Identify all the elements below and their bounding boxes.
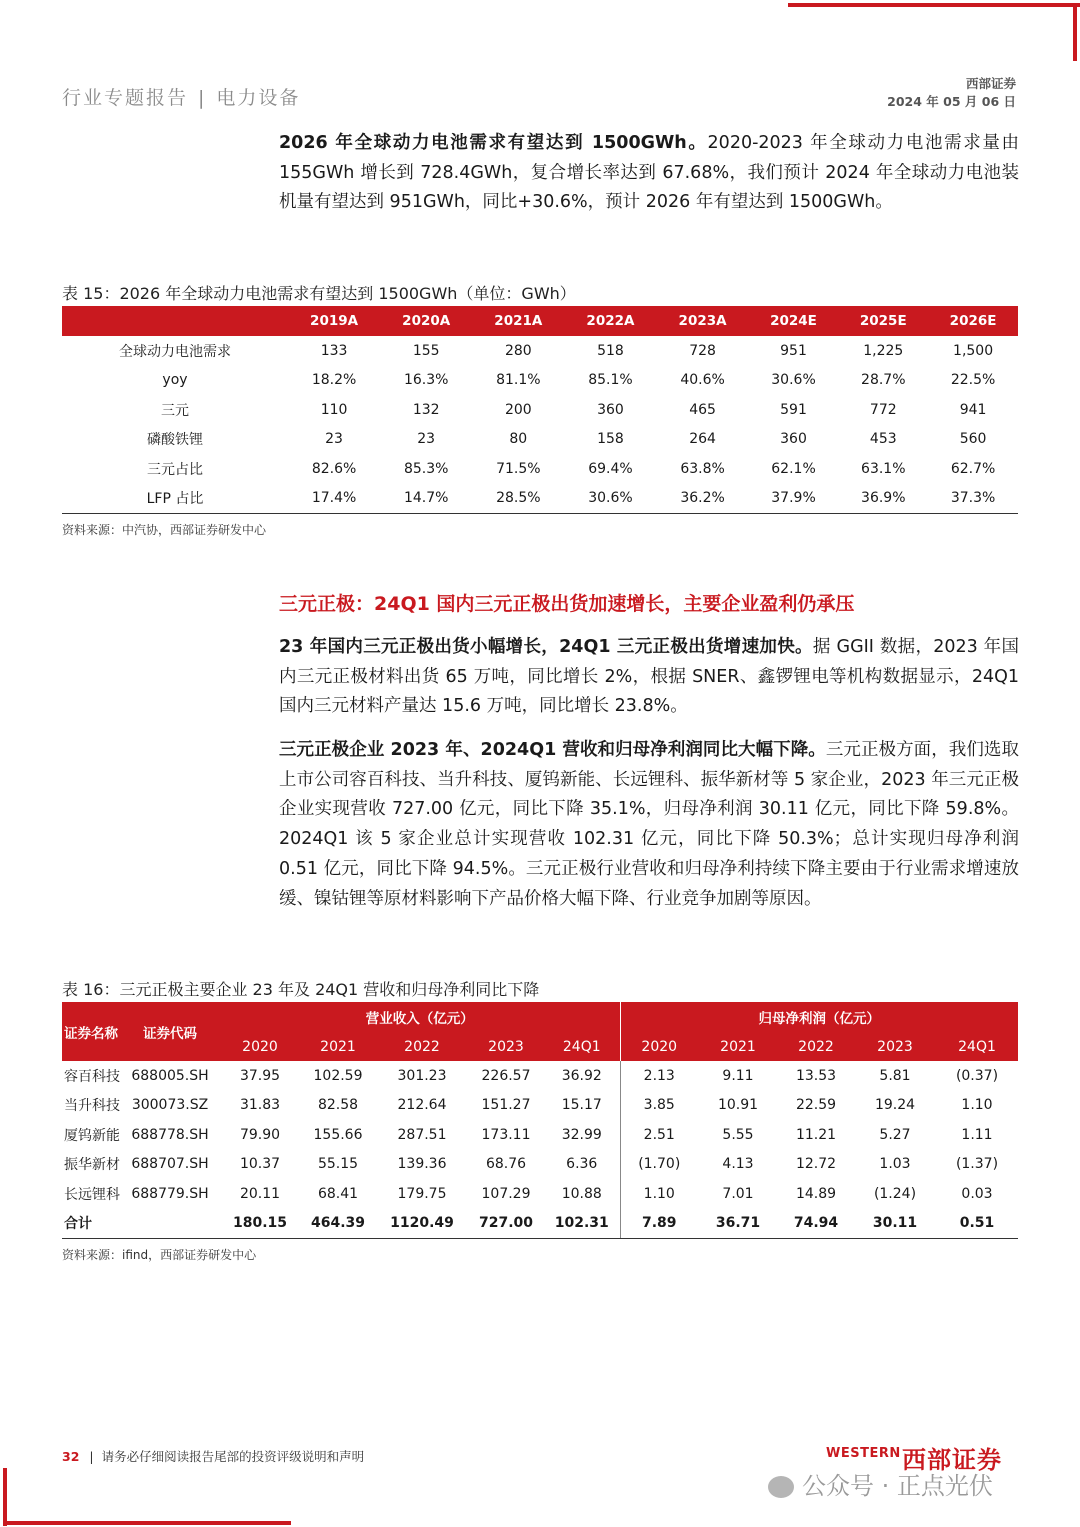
- table-cell: 12.72: [795, 1156, 837, 1173]
- table-cell: 1.10: [620, 1179, 698, 1209]
- table-cell: 133: [320, 342, 348, 359]
- revenue-year-header: 2022: [376, 1032, 468, 1061]
- total-cell: 464.39: [300, 1209, 376, 1239]
- table-cell: 68.41: [317, 1185, 359, 1202]
- table-cell: 55.15: [317, 1156, 359, 1173]
- table-cell: 16.3%: [403, 372, 449, 389]
- table-cell: 11.21: [795, 1126, 837, 1143]
- paragraph-shipments: [279, 633, 1019, 722]
- page-number: 32: [62, 1449, 80, 1464]
- table-row: [62, 1091, 1018, 1121]
- table-cell: 63.1%: [861, 460, 906, 477]
- table-row: [62, 454, 1018, 484]
- footer-disclaimer: 请务必仔细阅读报告尾部的投资评级说明和声明: [101, 1449, 365, 1464]
- para2-bold-lead: 三元正极企业 2023 年、2024Q1 营收和归母净利润同比大幅下降。: [279, 740, 826, 760]
- report-category: 行业专题报告: [62, 87, 189, 109]
- paragraph-profits: [279, 736, 1019, 914]
- table-cell: 772: [869, 401, 897, 418]
- col-header-year: 2026E: [928, 306, 1018, 336]
- row-label: 三元占比: [147, 461, 203, 478]
- table-cell: 2.51: [620, 1120, 698, 1150]
- table-cell: 30.6%: [771, 372, 816, 389]
- watermark-text: 公众号 · 正点光伏: [802, 1472, 993, 1500]
- table-cell: (1.70): [620, 1150, 698, 1180]
- header-date: 2024 年 05 月 06 日: [887, 94, 1016, 109]
- para1-bold-lead: 23 年国内三元正极出货小幅增长，24Q1 三元正极出货增速加快。: [279, 637, 813, 657]
- para1-text: 据 GGII 数据，2023 年国内三元正极材料出货 65 万吨，同比增长 2%，根据 SNER、鑫锣锂电等机构数据显示，24Q1 国内三元材料产量达 15.6 万吨，同比增长 23.8%。: [279, 637, 1019, 717]
- table-cell: 941: [959, 401, 987, 418]
- table-cell: 18.2%: [311, 372, 357, 389]
- col-header-code: 证券代码: [120, 1002, 220, 1061]
- table-cell: 81.1%: [496, 372, 541, 389]
- profit-year-header: 2023: [854, 1032, 936, 1061]
- table-cell: 40.6%: [680, 372, 725, 389]
- table-cell: 151.27: [481, 1097, 531, 1114]
- table-cell: 69.4%: [588, 460, 633, 477]
- total-label: 合计: [62, 1209, 120, 1239]
- table-cell: 28.5%: [472, 484, 564, 514]
- table-cell: 212.64: [397, 1097, 447, 1114]
- company-name: 当升科技: [64, 1098, 120, 1115]
- header-separator: |: [198, 87, 207, 109]
- table-cell: 102.59: [313, 1067, 363, 1084]
- table-cell: 1.03: [879, 1156, 911, 1173]
- table-cell: 7.01: [722, 1185, 754, 1202]
- table-row: [62, 336, 1018, 366]
- table-cell: 3.85: [620, 1091, 698, 1121]
- report-sector: 电力设备: [216, 87, 301, 109]
- table-cell: 0.03: [961, 1185, 993, 1202]
- table-cell: 453: [869, 431, 897, 448]
- table-cell: 6.36: [566, 1156, 598, 1173]
- table-cell: 1,225: [863, 342, 904, 359]
- table-cell: 5.81: [879, 1067, 911, 1084]
- table-cell: 2.13: [620, 1061, 698, 1091]
- stock-code: 300073.SZ: [131, 1097, 209, 1114]
- col-header-year: 2025E: [838, 306, 928, 336]
- table-cell: 14.89: [795, 1185, 837, 1202]
- stock-code: 688778.SH: [131, 1126, 209, 1143]
- table-cell: 110: [320, 401, 348, 418]
- revenue-year-header: 2021: [300, 1032, 376, 1061]
- table-cell: 36.9%: [838, 484, 928, 514]
- table-cell: 560: [959, 431, 987, 448]
- watermark: [768, 1466, 993, 1501]
- table-cell: 465: [689, 401, 716, 418]
- total-row: [62, 1209, 1018, 1239]
- corner-decoration-bottom-vertical: [3, 1468, 7, 1526]
- table-cell: (1.24): [873, 1185, 917, 1202]
- table-cell: 22.5%: [950, 372, 996, 389]
- corner-decoration-top-vertical: [1073, 3, 1077, 61]
- table-cell: 280: [504, 342, 532, 359]
- header-company: 西部证券: [965, 76, 1016, 91]
- table-cell: 1.10: [961, 1097, 993, 1114]
- row-label: 全球动力电池需求: [119, 343, 231, 360]
- table-cell: 158: [597, 431, 624, 448]
- table-cell: 5.55: [722, 1126, 754, 1143]
- col-header-year: 2023A: [657, 306, 749, 336]
- table-cell: 1.11: [961, 1126, 993, 1143]
- company-name: 振华新材: [64, 1157, 120, 1174]
- header-meta: [887, 75, 1016, 111]
- table-cell: 22.59: [795, 1097, 837, 1114]
- table-row: [62, 1061, 1018, 1091]
- total-cell: 30.11: [854, 1209, 936, 1239]
- col-header-year: 2019A: [288, 306, 380, 336]
- table-cell: 226.57: [481, 1067, 531, 1084]
- table-cell: 10.88: [561, 1185, 602, 1202]
- table16-source: 资料来源：ifind，西部证券研发中心: [62, 1248, 257, 1262]
- col-header-label: [62, 306, 288, 336]
- table-cell: 31.83: [239, 1097, 281, 1114]
- col-header-year: 2020A: [380, 306, 472, 336]
- table-cell: 62.7%: [950, 460, 996, 477]
- table-cell: 23: [325, 431, 343, 448]
- col-header-year: 2021A: [472, 306, 564, 336]
- table-cell: 68.76: [485, 1156, 527, 1173]
- table-cell: 32.99: [561, 1126, 602, 1143]
- report-header: [62, 83, 300, 110]
- corner-decoration-bottom: [3, 1521, 291, 1525]
- table-cell: 518: [597, 342, 624, 359]
- total-cell: 102.31: [544, 1209, 620, 1239]
- total-cell: 0.51: [936, 1209, 1018, 1239]
- table-cell: 264: [689, 431, 716, 448]
- logo-chinese: 西部证券: [902, 1446, 1002, 1474]
- table-row: [62, 484, 1018, 514]
- table-cell: 139.36: [397, 1156, 447, 1173]
- total-cell: 74.94: [778, 1209, 854, 1239]
- profit-year-header: 24Q1: [936, 1032, 1018, 1061]
- table-cell: 301.23: [397, 1067, 447, 1084]
- intro-text: 2020-2023 年全球动力电池需求量由 155GWh 增长到 728.4GWh，复合增长率达到 67.68%，我们预计 2024 年全球动力电池装机量有望达到 951GWh，同比+30.6%，预计 2026 年有望达到 1500GWh。: [279, 133, 1019, 213]
- table-row: [62, 1179, 1018, 1209]
- table-cell: 30.6%: [564, 484, 656, 514]
- table-cell: 728: [689, 342, 716, 359]
- table-cell: 360: [597, 401, 624, 418]
- table-cell: 37.95: [239, 1067, 281, 1084]
- table-cell: 591: [780, 401, 807, 418]
- table15: [62, 306, 1018, 514]
- table-cell: 13.53: [795, 1067, 837, 1084]
- group-header-revenue: 营业收入（亿元）: [220, 1002, 620, 1032]
- revenue-year-header: 2023: [468, 1032, 544, 1061]
- logo-english: WESTERN: [826, 1446, 901, 1461]
- table-cell: 82.6%: [311, 460, 357, 477]
- table-cell: 10.37: [239, 1156, 281, 1173]
- wechat-icon: [768, 1476, 794, 1498]
- table-cell: 79.90: [239, 1126, 281, 1143]
- table-cell: 179.75: [397, 1185, 447, 1202]
- row-label: 磷酸铁锂: [147, 432, 203, 449]
- table-cell: 287.51: [397, 1126, 447, 1143]
- total-cell: 180.15: [220, 1209, 300, 1239]
- table-cell: 28.7%: [861, 372, 906, 389]
- table-cell: (0.37): [955, 1067, 999, 1084]
- table-cell: 200: [504, 401, 532, 418]
- table-cell: 80: [509, 431, 528, 448]
- table-cell: 17.4%: [288, 484, 380, 514]
- table-row: [62, 1120, 1018, 1150]
- row-label: LFP 占比: [62, 484, 288, 514]
- table-row: [62, 1150, 1018, 1180]
- row-label: yoy: [162, 372, 188, 389]
- footer-separator: |: [89, 1449, 94, 1464]
- table15-source: 资料来源：中汽协，西部证券研发中心: [62, 523, 267, 537]
- total-cell: [120, 1209, 220, 1239]
- para2-text: 三元正极方面，我们选取上市公司容百科技、当升科技、厦钨新能、长远锂科、振华新材等 5 家企业，2023 年三元正极企业实现营收 727.00 亿元，同比下降 35.1%，归母净利润 30.11 亿元，同比下降 59.8%。2024Q1 该 5 家企业总计实现营收 102.31 亿元，同比下降 50.3%；总计实现归母净利润 0.51 亿元，同比下降 94.5%。三元正极行业营收和归母净利持续下降主要由于行业需求增速放缓、镍钴锂等原材料影响下产品价格大幅下降、行业竞争加剧等原因。: [279, 740, 1019, 909]
- table-cell: 9.11: [722, 1067, 754, 1084]
- total-cell: 727.00: [468, 1209, 544, 1239]
- table-cell: 85.3%: [403, 460, 449, 477]
- table-cell: 85.1%: [588, 372, 633, 389]
- table-cell: 71.5%: [496, 460, 541, 477]
- company-name: 厦钨新能: [64, 1127, 120, 1144]
- table-cell: 173.11: [481, 1126, 531, 1143]
- section-title: 三元正极：24Q1 国内三元正极出货加速增长，主要企业盈利仍承压: [279, 593, 855, 615]
- table-cell: 1,500: [953, 342, 994, 359]
- profit-year-header: 2021: [698, 1032, 778, 1061]
- table-cell: 4.13: [722, 1156, 754, 1173]
- table-cell: (1.37): [955, 1156, 999, 1173]
- total-cell: 36.71: [698, 1209, 778, 1239]
- table-cell: 63.8%: [680, 460, 725, 477]
- table-row: [62, 395, 1018, 425]
- table16-caption: 表 16：三元正极主要企业 23 年及 24Q1 营收和归母净利同比下降: [62, 980, 540, 999]
- table-cell: 10.91: [717, 1097, 759, 1114]
- company-name: 容百科技: [64, 1068, 120, 1085]
- table-cell: 19.24: [874, 1097, 916, 1114]
- col-header-year: 2024E: [749, 306, 839, 336]
- col-header-name: 证券名称: [62, 1002, 120, 1061]
- profit-year-header: 2020: [620, 1032, 698, 1061]
- table-cell: 36.2%: [657, 484, 749, 514]
- table-cell: 14.7%: [380, 484, 472, 514]
- row-label: 三元: [161, 402, 189, 419]
- profit-year-header: 2022: [778, 1032, 854, 1061]
- total-cell: 7.89: [620, 1209, 698, 1239]
- intro-bold-lead: 2026 年全球动力电池需求有望达到 1500GWh。: [279, 133, 708, 153]
- table-cell: 15.17: [561, 1097, 602, 1114]
- group-header-profit: 归母净利润（亿元）: [620, 1002, 1018, 1032]
- table-cell: 36.92: [561, 1067, 602, 1084]
- table-cell: 20.11: [239, 1185, 281, 1202]
- revenue-year-header: 24Q1: [544, 1032, 620, 1061]
- intro-paragraph: [279, 129, 1019, 218]
- table-cell: 951: [780, 342, 807, 359]
- stock-code: 688005.SH: [131, 1067, 209, 1084]
- table15-caption: 表 15：2026 年全球动力电池需求有望达到 1500GWh（单位：GWh）: [62, 284, 576, 303]
- table-cell: 23: [417, 431, 436, 448]
- table-cell: 155.66: [313, 1126, 363, 1143]
- company-name: 长远锂科: [64, 1186, 120, 1203]
- table-cell: 107.29: [481, 1185, 531, 1202]
- table-cell: 37.9%: [749, 484, 839, 514]
- table-cell: 37.3%: [928, 484, 1018, 514]
- table-cell: 360: [780, 431, 807, 448]
- stock-code: 688707.SH: [131, 1156, 209, 1173]
- table-cell: 5.27: [879, 1126, 911, 1143]
- col-header-year: 2022A: [564, 306, 656, 336]
- table-cell: 155: [412, 342, 440, 359]
- revenue-year-header: 2020: [220, 1032, 300, 1061]
- stock-code: 688779.SH: [131, 1185, 209, 1202]
- table-cell: 82.58: [317, 1097, 359, 1114]
- table-cell: 132: [412, 401, 440, 418]
- table-row: [62, 425, 1018, 455]
- corner-decoration-top: [788, 3, 1080, 7]
- table-cell: 62.1%: [771, 460, 816, 477]
- table16: [62, 1002, 1018, 1239]
- table-row: [62, 366, 1018, 396]
- total-cell: 1120.49: [376, 1209, 468, 1239]
- page-footer: [62, 1447, 364, 1465]
